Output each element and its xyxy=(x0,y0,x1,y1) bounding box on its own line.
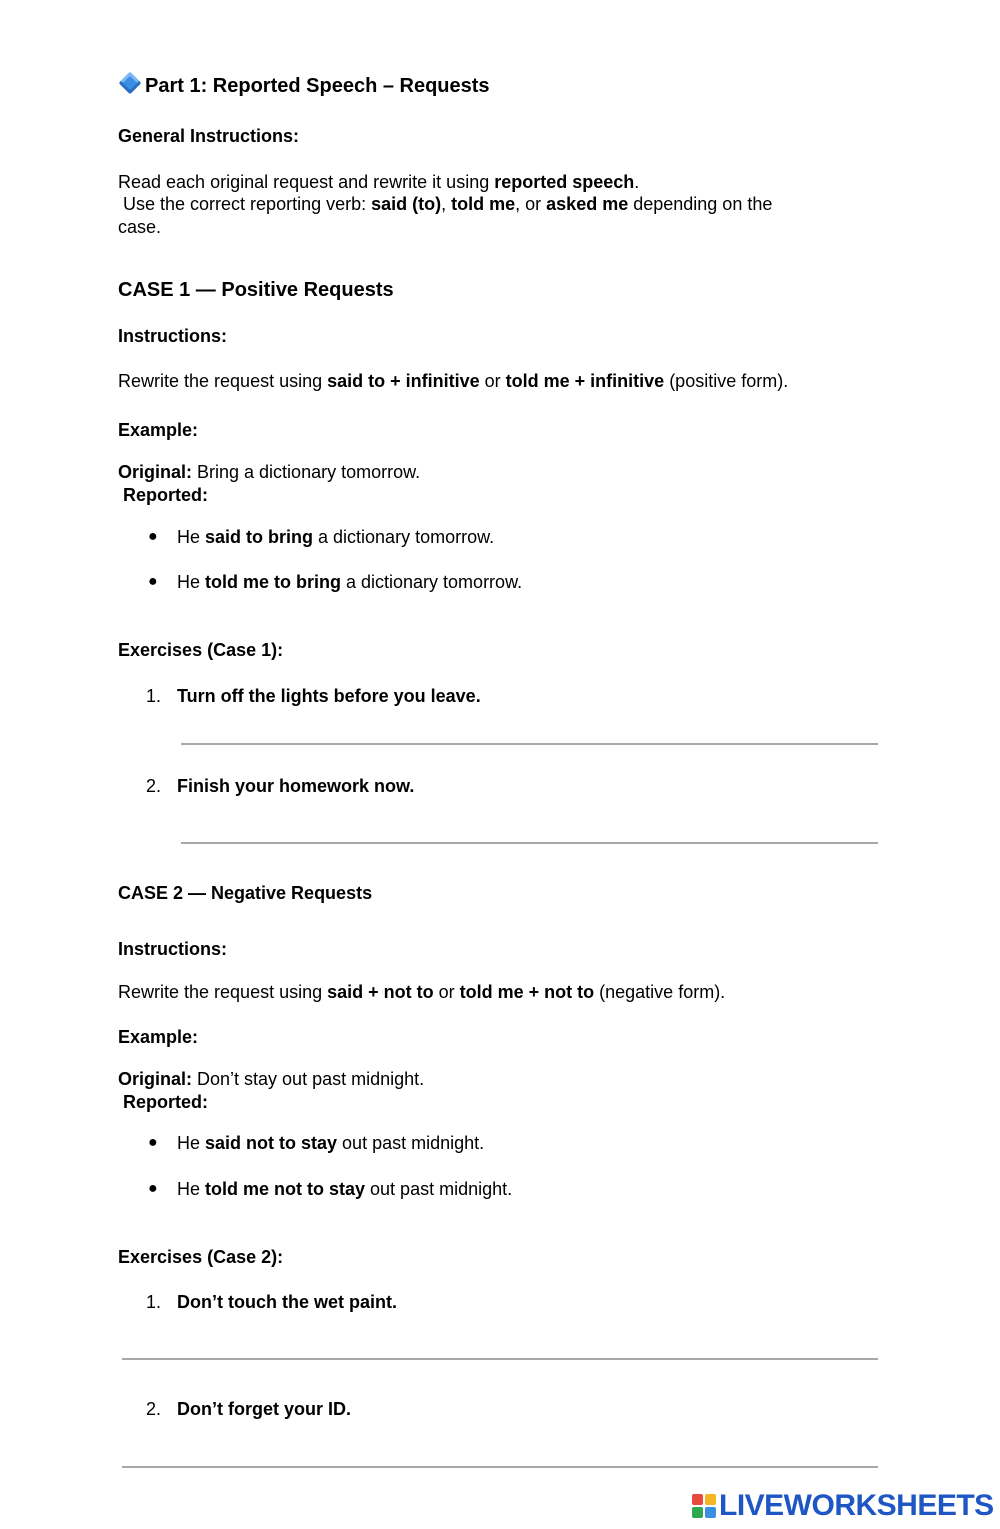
case1-example-bullet-2 xyxy=(177,572,522,594)
case1-instructions-text xyxy=(118,371,788,393)
case1-exercise-2-prompt: Finish your homework now. xyxy=(177,776,415,796)
bullet-icon: ● xyxy=(148,1180,158,1197)
text-run: He xyxy=(177,572,206,592)
original-text: Bring a dictionary tomorrow. xyxy=(192,462,421,482)
case1-example-heading: Example: xyxy=(118,420,199,440)
text-run: Rewrite the request using xyxy=(118,982,328,1002)
general-instructions-line3: case. xyxy=(118,217,162,237)
case2-reported-label: Reported: xyxy=(118,1092,208,1112)
liveworksheets-logo-mark xyxy=(692,1494,716,1518)
bullet-icon: ● xyxy=(148,1134,158,1151)
text-run-bold: told me xyxy=(451,194,516,214)
case2-instructions-heading: Instructions: xyxy=(118,939,228,959)
exercise-number: 2. xyxy=(146,776,162,796)
case2-example-bullet-1 xyxy=(177,1133,484,1155)
text-run: or xyxy=(479,371,506,391)
text-run-bold: told me to bring xyxy=(205,572,341,592)
text-run: depending on the xyxy=(628,194,773,214)
text-run: He xyxy=(177,1179,206,1199)
logo-square-blue xyxy=(705,1507,716,1518)
text-run: , or xyxy=(515,194,547,214)
liveworksheets-logo-text: LIVEWORKSHEETS xyxy=(719,1489,994,1522)
original-text: Don’t stay out past midnight. xyxy=(192,1069,425,1089)
case2-exercise-2-answer-input[interactable] xyxy=(122,1466,878,1468)
text-run: He xyxy=(177,1133,206,1153)
case2-example-bullet-2 xyxy=(177,1179,512,1201)
text-run: out past midnight. xyxy=(337,1133,485,1153)
exercise-number: 2. xyxy=(146,1399,162,1419)
blue-diamond-icon xyxy=(119,72,142,95)
text-run: Read each original request and rewrite it using xyxy=(118,172,495,192)
text-run-bold: told me not to stay xyxy=(205,1179,366,1199)
general-instructions-line1 xyxy=(118,172,639,194)
text-run: . xyxy=(634,172,640,192)
general-instructions-line2 xyxy=(118,194,772,216)
case1-instructions-heading: Instructions: xyxy=(118,326,228,346)
case1-reported-label: Reported: xyxy=(118,485,208,505)
text-run-bold: asked me xyxy=(546,194,629,214)
logo-square-red xyxy=(692,1494,703,1505)
logo-square-green xyxy=(692,1507,703,1518)
case2-instructions-text xyxy=(118,982,725,1004)
text-run: a dictionary tomorrow. xyxy=(313,527,495,547)
case1-exercise-2-answer-input[interactable] xyxy=(181,842,878,844)
case1-exercise-1-answer-input[interactable] xyxy=(181,743,878,745)
case2-exercise-1-answer-input[interactable] xyxy=(122,1358,878,1360)
case2-exercises-heading: Exercises (Case 2): xyxy=(118,1247,284,1267)
text-run-bold: said (to) xyxy=(371,194,442,214)
original-label: Original: xyxy=(118,462,193,482)
case2-example-heading: Example: xyxy=(118,1027,199,1047)
exercise-number: 1. xyxy=(146,686,162,706)
case1-exercise-1-prompt: Turn off the lights before you leave. xyxy=(177,686,481,706)
exercise-number: 1. xyxy=(146,1292,162,1312)
text-run-bold: reported speech xyxy=(494,172,635,192)
text-run: , xyxy=(441,194,452,214)
liveworksheets-logo[interactable] xyxy=(692,1488,994,1524)
text-run: (positive form). xyxy=(664,371,789,391)
case1-heading: CASE 1 — Positive Requests xyxy=(118,279,394,301)
text-run-bold: said to bring xyxy=(205,527,314,547)
page-title xyxy=(118,74,490,98)
case1-example-bullet-1 xyxy=(177,527,494,549)
text-run-bold: told me + infinitive xyxy=(505,371,665,391)
original-label: Original: xyxy=(118,1069,193,1089)
page-title-text: Part 1: Reported Speech – Requests xyxy=(145,75,490,97)
text-run-bold: told me + not to xyxy=(459,982,595,1002)
text-run: He xyxy=(177,527,206,547)
case2-heading: CASE 2 — Negative Requests xyxy=(118,883,373,903)
case2-exercise-2-prompt: Don’t forget your ID. xyxy=(177,1399,351,1419)
case2-exercise-1-prompt: Don’t touch the wet paint. xyxy=(177,1292,397,1312)
text-run: Use the correct reporting verb: xyxy=(118,194,372,214)
text-run: Rewrite the request using xyxy=(118,371,328,391)
text-run-bold: said to + infinitive xyxy=(327,371,480,391)
case1-original xyxy=(118,462,420,484)
text-run: out past midnight. xyxy=(365,1179,513,1199)
text-run-bold: said + not to xyxy=(327,982,434,1002)
general-instructions-heading: General Instructions: xyxy=(118,126,300,146)
text-run: or xyxy=(433,982,460,1002)
bullet-icon: ● xyxy=(148,528,158,545)
logo-square-yellow xyxy=(705,1494,716,1505)
text-run: (negative form). xyxy=(594,982,726,1002)
case1-exercises-heading: Exercises (Case 1): xyxy=(118,640,284,660)
text-run: a dictionary tomorrow. xyxy=(341,572,523,592)
case2-original xyxy=(118,1069,424,1091)
bullet-icon: ● xyxy=(148,573,158,590)
text-run-bold: said not to stay xyxy=(205,1133,338,1153)
